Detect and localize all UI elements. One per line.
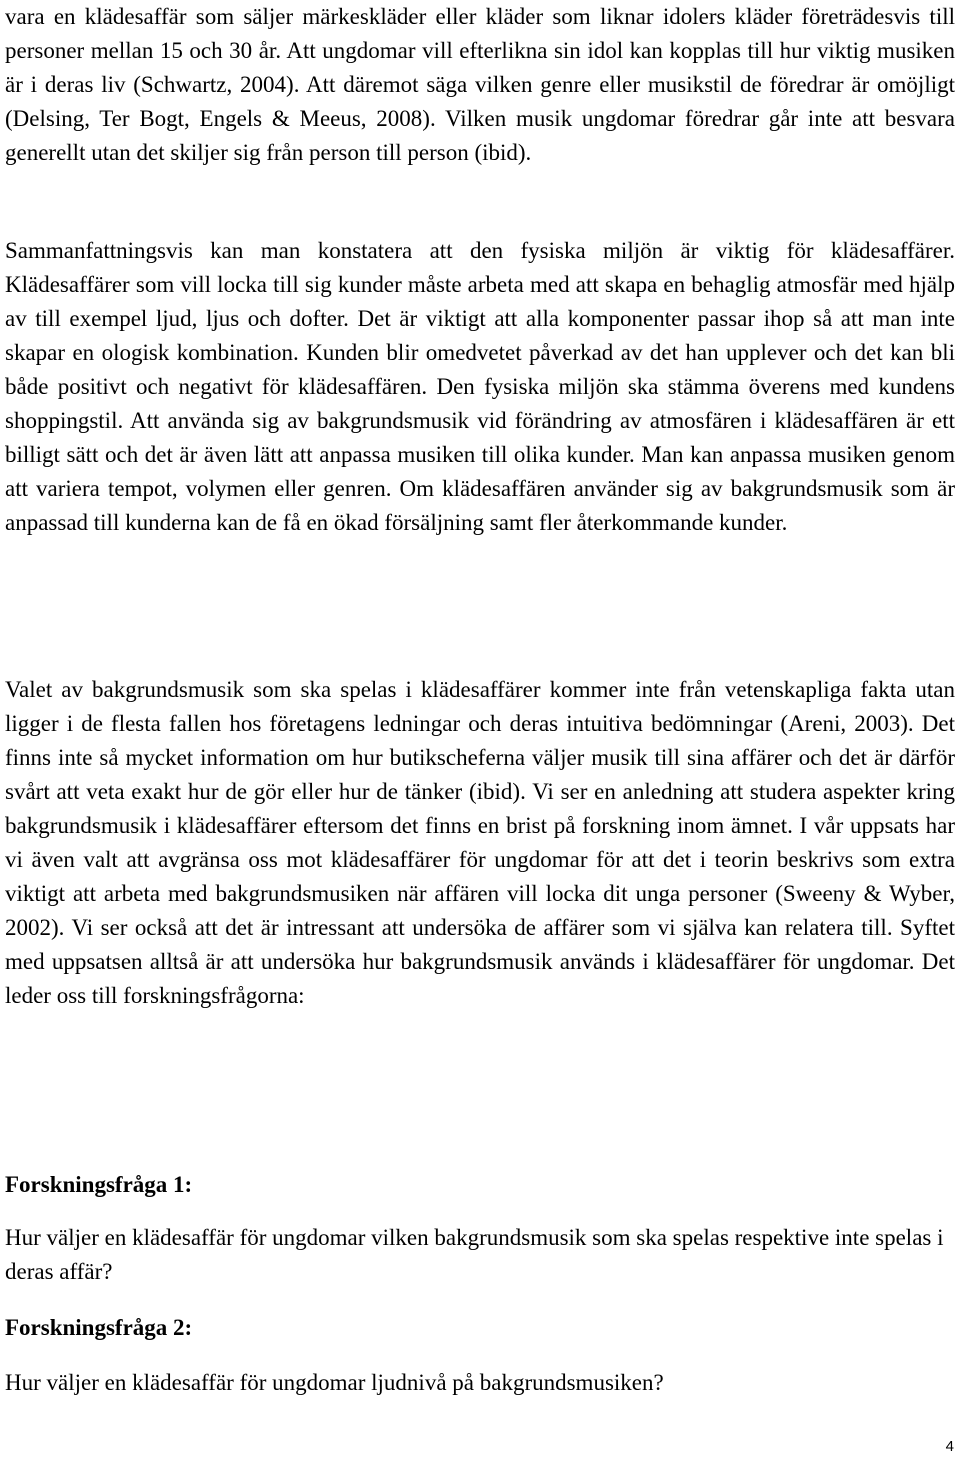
research-question-heading: Forskningsfråga 2: [5,1315,193,1340]
page-number: 4 [945,1438,954,1455]
body-paragraph: Valet av bakgrundsmusik som ska spelas i klädesaffärer kommer inte från vetenskapliga fakta utan ligger i de flesta fallen hos företagens ledningar och deras intuitiva bedömningar (Areni, 2003). Det finns inte så mycket information om hur butikscheferna väljer musik till sina affärer och det är därför svårt att veta exakt hur de gör eller hur de tänker (ibid). Vi ser en anledning att studera aspekter kring bakgrundsmusik i klädesaffärer eftersom det finns en brist på forskning inom ämnet. I vår uppsats har vi även valt att avgränsa oss mot klädesaffärer för ungdomar för att det i teorin beskrivs som extra viktigt att arbeta med bakgrundsmusiken när affären vill locka dit unga personer (Sweeny & Wyber, 2002). Vi ser också att det är intressant att undersöka de affärer som vi själva kan relatera till. Syftet med uppsatsen alltså är att undersöka hur bakgrundsmusik används i klädesaffärer för ungdomar. Det leder oss till forskningsfrågorna: [5,677,955,1008]
research-question-text: Hur väljer en klädesaffär för ungdomar vilken bakgrundsmusik som ska spelas respektive inte spelas i deras affär? [5,1225,944,1284]
research-question-text: Hur väljer en klädesaffär för ungdomar ljudnivå på bakgrundsmusiken? [5,1370,664,1395]
research-question-heading: Forskningsfråga 1: [5,1172,193,1197]
body-paragraph: vara en klädesaffär som säljer märkeskläder eller kläder som liknar idolers kläder företrädesvis till personer mellan 15 och 30 år. Att ungdomar vill efterlikna sin idol kan kopplas till hur viktig musiken är i deras liv (Schwartz, 2004). Att däremot säga vilken genre eller musikstil de föredrar är omöjligt (Delsing, Ter Bogt, Engels & Meeus, 2008). Vilken musik ungdomar föredrar går inte att besvara generellt utan det skiljer sig från person till person (ibid). [5,4,955,165]
body-paragraph: Sammanfattningsvis kan man konstatera att den fysiska miljön är viktig för klädesaffärer. Klädesaffärer som vill locka till sig kunder måste arbeta med att skapa en behaglig atmosfär med hjälp av till exempel ljud, ljus och dofter. Det är viktigt att alla komponenter passar ihop så att man inte skapar en ologisk kombination. Kunden blir omedvetet påverkad av det han upplever och det kan bli både positivt och negativt för klädesaffären. Den fysiska miljön ska stämma överens med kundens shoppingstil. Att använda sig av bakgrundsmusik vid förändring av atmosfären i klädesaffären är ett billigt sätt och det är även lätt att anpassa musiken till olika kunder. Man kan anpassa musiken genom att variera tempot, volymen eller genren. Om klädesaffären använder sig av bakgrundsmusik som är anpassad till kunderna kan de få en ökad försäljning samt fler återkommande kunder. [5,238,955,535]
